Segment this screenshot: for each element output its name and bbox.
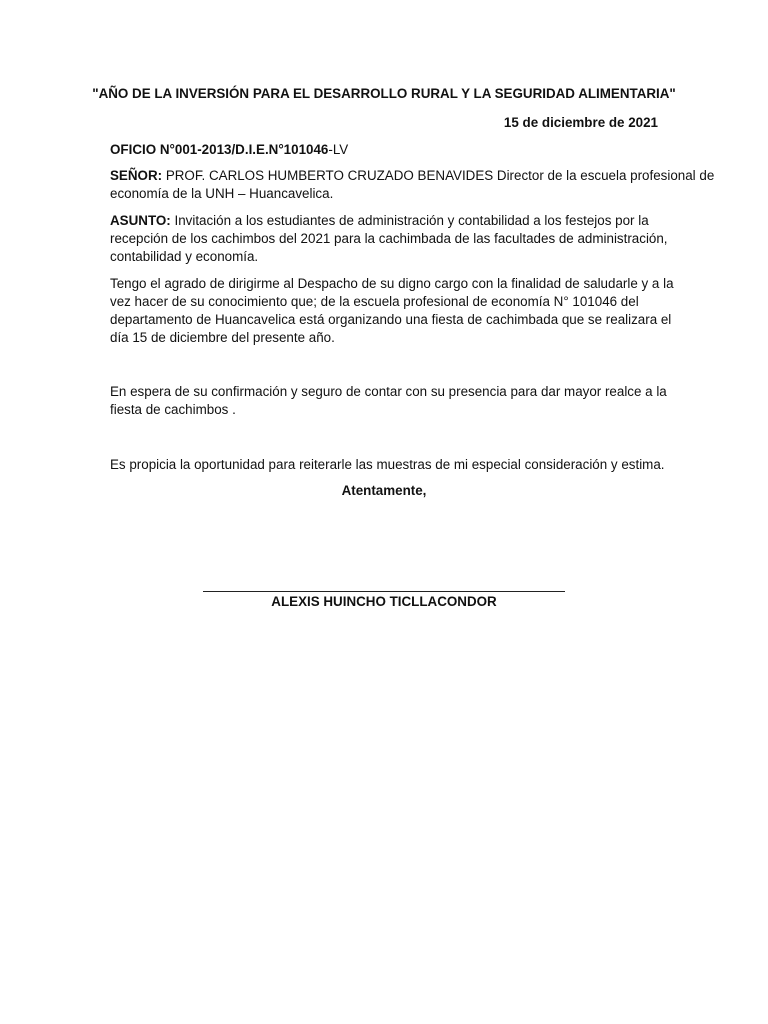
oficio-reference xyxy=(110,140,348,160)
valediction: Atentamente, xyxy=(341,483,427,498)
document-motto: "AÑO DE LA INVERSIÓN PARA EL DESARROLLO RURAL Y LA SEGURIDAD ALIMENTARIA" xyxy=(92,86,676,101)
body-line: día 15 de diciembre del presente año. xyxy=(110,330,335,345)
oficio-code-suffix: -LV xyxy=(328,142,349,157)
subject-text-1: Invitación a los estudiantes de administración y contabilidad a los festejos por la xyxy=(170,213,649,228)
subject-line-2: recepción de los cachimbos del 2021 para la cachimbada de las facultades de administración, xyxy=(110,231,668,246)
body-line: departamento de Huancavelica está organizando una fiesta de cachimbada que se realizara el xyxy=(110,312,672,327)
recipient-label: SEÑOR: xyxy=(110,168,163,183)
closing-paragraph: Es propicia la oportunidad para reiterarle las muestras de mi especial consideración y estima. xyxy=(110,457,665,472)
oficio-code: OFICIO N°001-2013/D.I.E.N°101046 xyxy=(110,142,329,157)
signatory-name: ALEXIS HUINCHO TICLLACONDOR xyxy=(271,594,497,609)
body-line: vez hacer de su conocimiento que; de la escuela profesional de economía N° 101046 del xyxy=(110,294,639,309)
body-line: Tengo el agrado de dirigirme al Despacho de su digno cargo con la finalidad de saludarle y a la xyxy=(110,276,674,291)
subject-line-3: contabilidad y economía. xyxy=(110,249,259,264)
subject-label: ASUNTO: xyxy=(110,213,171,228)
confirmation-line: En espera de su confirmación y seguro de contar con su presencia para dar mayor realce a la xyxy=(110,384,667,399)
confirmation-line: fiesta de cachimbos . xyxy=(110,402,236,417)
document-date: 15 de diciembre de 2021 xyxy=(503,115,658,130)
recipient-text-1: PROF. CARLOS HUMBERTO CRUZADO BENAVIDES Director de la escuela profesional de xyxy=(162,168,715,183)
recipient-line-1 xyxy=(110,166,714,186)
recipient-line-2: economía de la UNH – Huancavelica. xyxy=(110,186,334,201)
subject-line-1 xyxy=(110,211,649,231)
